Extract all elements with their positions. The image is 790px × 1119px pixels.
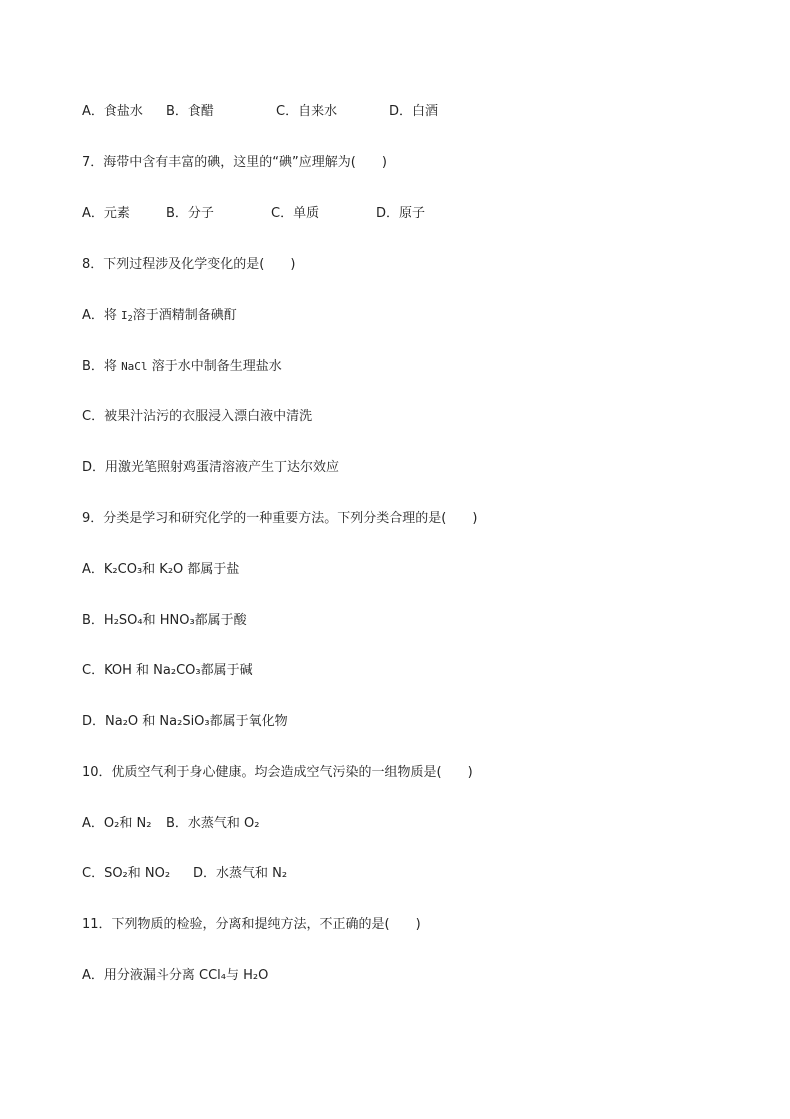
q11-stem: 11．下列物质的检验，分离和提纯方法，不正确的是( )	[82, 917, 421, 932]
q6-option-b: B．食醋	[166, 104, 214, 119]
q8-option-d: D．用激光笔照射鸡蛋清溶液产生丁达尔效应	[82, 460, 340, 475]
q8-option-c: C．被果汁沾污的衣服浸入漂白液中清洗	[82, 409, 313, 424]
q7-option-d: D．原子	[376, 206, 426, 221]
q7-option-a: A．元素	[82, 206, 130, 221]
q8-option-a: A．将 $I_2$溶于酒精制备碘酊	[82, 308, 237, 323]
q10-option-b: B．水蒸气和 O₂	[166, 816, 260, 831]
q8-option-b: B．将 NaCl 溶于水中制备生理盐水	[82, 359, 282, 374]
q10-option-c: C．SO₂和 NO₂	[82, 866, 171, 881]
q7-option-b: B．分子	[166, 206, 214, 221]
q6-option-c: C．自来水	[276, 104, 338, 119]
q8-stem: 8．下列过程涉及化学变化的是( )	[82, 257, 296, 272]
q9-option-d: D．Na₂O 和 Na₂SiO₃都属于氧化物	[82, 714, 288, 729]
q7-stem: 7．海带中含有丰富的碘，这里的“碘”应理解为( )	[82, 155, 387, 170]
q9-stem: 9．分类是学习和研究化学的一种重要方法。下列分类合理的是( )	[82, 511, 478, 526]
q10-stem: 10．优质空气利于身心健康。均会造成空气污染的一组物质是( )	[82, 765, 473, 780]
q9-option-c: C．KOH 和 Na₂CO₃都属于碱	[82, 663, 253, 678]
q9-option-b: B．H₂SO₄和 HNO₃都属于酸	[82, 613, 247, 628]
q6-option-a: A．食盐水	[82, 104, 143, 119]
q11-option-a: A．用分液漏斗分离 CCl₄与 H₂O	[82, 968, 269, 983]
q7-option-c: C．单质	[271, 206, 320, 221]
q10-option-d: D．水蒸气和 N₂	[193, 866, 288, 881]
q6-option-d: D．白酒	[389, 104, 439, 119]
q10-option-a: A．O₂和 N₂	[82, 816, 152, 831]
q9-option-a: A．K₂CO₃和 K₂O 都属于盐	[82, 562, 240, 577]
